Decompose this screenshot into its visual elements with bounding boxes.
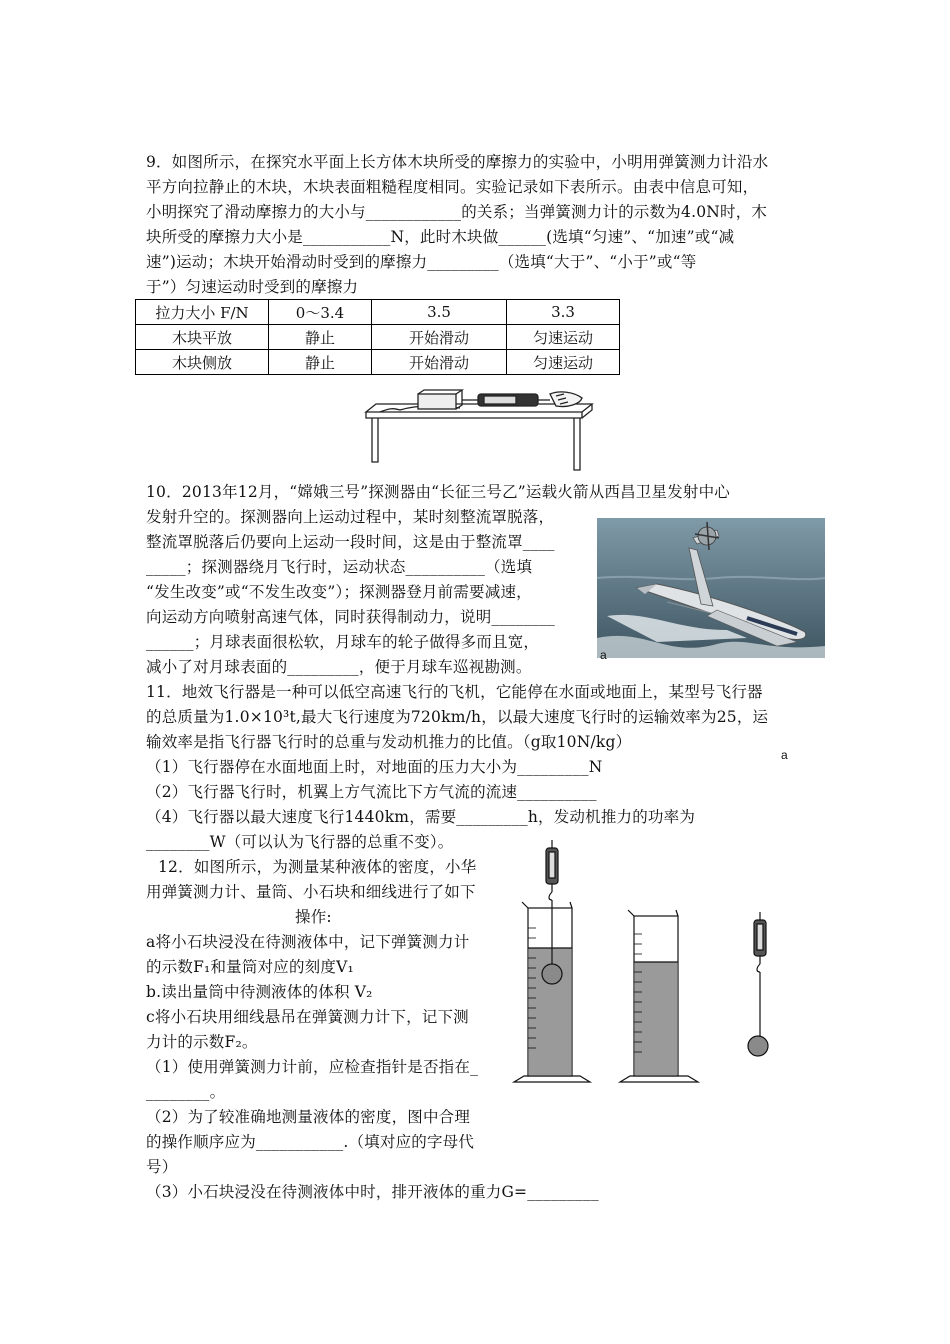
table-cell: 静止 (269, 350, 372, 375)
ground-effect-vehicle-photo (597, 518, 825, 658)
q10-line-6: 向运动方向喷射高速气体，同时获得制动力，说明________ (146, 608, 556, 626)
q11-line-5: （2）飞行器飞行时，机翼上方气流比下方气流的流速__________ (146, 783, 597, 801)
q10-line-3: 整流罩脱落后仍要向上运动一段时间，这是由于整流罩____ (146, 533, 555, 551)
photo-caption: a (600, 648, 607, 662)
q11-line-7: ________W（可以认为飞行器的总重不变）。 (146, 833, 454, 851)
friction-table (135, 299, 620, 375)
q10-line-8: 减小了对月球表面的_________，便于月球车巡视勘测。 (146, 658, 532, 676)
table-row (136, 325, 620, 350)
block-spring-scale-figure (360, 382, 598, 474)
q10-line-4: _____；探测器绕月飞行时，运动状态__________（选填 (146, 558, 533, 576)
q10-line-7: ______；月球表面很松软，月球车的轮子做得多而且宽， (146, 633, 540, 651)
table-row (136, 350, 620, 375)
q12-line-13: 号） (146, 1158, 178, 1176)
table-cell: 开始滑动 (372, 325, 507, 350)
q12-line-4: a将小石块浸没在待测液体中，记下弹簧测力计 (146, 933, 470, 951)
q12-line-8: 力计的示数F₂。 (146, 1033, 258, 1051)
q12-line-7: c将小石块用细线悬吊在弹簧测力计下，记下测 (146, 1008, 469, 1026)
q11-line-4: （1）飞行器停在水面地面上时，对地面的压力大小为_________N (146, 758, 603, 776)
q10-line-5: “发生改变”或“不发生改变”）；探测器登月前需要减速， (146, 583, 532, 601)
q12-line-12: 的操作顺序应为___________.（填对应的字母代 (146, 1133, 475, 1151)
q9-line-3: 小明探究了滑动摩擦力的大小与____________的关系；当弹簧测力计的示数为4.0N时，木 (146, 203, 768, 221)
table-cell: 木块平放 (136, 325, 269, 350)
table-cell: 静止 (269, 325, 372, 350)
q12-line-14: （3）小石块浸没在待测液体中时，排开液体的重力G=_________ (146, 1183, 599, 1201)
q12-line-1: 12．如图所示，为测量某种液体的密度，小华 (158, 858, 477, 876)
q9-line-6: 于”）匀速运动时受到的摩擦力 (146, 278, 359, 296)
q12-line-2: 用弹簧测力计、量筒、小石块和细线进行了如下 (146, 883, 476, 901)
q12-line-10: ________。 (146, 1083, 226, 1101)
q12-line-9: （1）使用弹簧测力计前，应检查指针是否指在_ (146, 1058, 479, 1076)
q11-line-1: 11．地效飞行器是一种可以低空高速飞行的飞机，它能停在水面或地面上，某型号飞行器 (146, 683, 763, 701)
table-cell: 0～3.4 (269, 300, 372, 325)
q12-line-5: 的示数F₁和量筒对应的刻度V₁ (146, 958, 354, 976)
table-cell: 开始滑动 (372, 350, 507, 375)
q9-line-4: 块所受的摩擦力大小是___________N，此时木块做______(选填“匀速”、“加速”或“减 (146, 228, 735, 246)
q12-line-6: b.读出量筒中待测液体的体积 V₂ (146, 983, 373, 1001)
q9-line-1: 9．如图所示，在探究水平面上长方体木块所受的摩擦力的实验中，小明用弹簧测力计沿水 (146, 153, 769, 171)
cylinders-spring-scale-figure (508, 838, 808, 1088)
q11-line-3: 输效率是指飞行器飞行时的总重与发动机推力的比值。（g取10N/kg） (146, 733, 632, 751)
side-mark: a (781, 748, 788, 762)
table-cell: 拉力大小 F/N (136, 300, 269, 325)
table-cell: 木块侧放 (136, 350, 269, 375)
q9-line-2: 平方向拉静止的木块，木块表面粗糙程度相同。实验记录如下表所示。由表中信息可知， (146, 178, 759, 196)
q11-line-6: （4）飞行器以最大速度飞行1440km，需要_________h，发动机推力的功率为 (146, 808, 696, 826)
table-cell: 3.3 (507, 300, 620, 325)
q12-line-11: （2）为了较准确地测量液体的密度，图中合理 (146, 1108, 471, 1126)
q10-line-1: 10．2013年12月，“嫦娥三号”探测器由“长征三号乙”运载火箭从西昌卫星发射中心 (146, 483, 730, 501)
q12-line-3: 操作: (295, 908, 332, 926)
q9-line-5: 速”)运动；木块开始滑动时受到的摩擦力_________（选填“大于”、“小于”或“等 (146, 253, 697, 271)
table-cell: 匀速运动 (507, 325, 620, 350)
table-cell: 匀速运动 (507, 350, 620, 375)
q11-line-2: 的总质量为1.0×10³t,最大飞行速度为720km/h，以最大速度飞行时的运输效率为25，运 (146, 708, 769, 726)
table-header-row (136, 300, 620, 325)
table-cell: 3.5 (372, 300, 507, 325)
q10-line-2: 发射升空的。探测器向上运动过程中，某时刻整流罩脱落， (146, 508, 555, 526)
